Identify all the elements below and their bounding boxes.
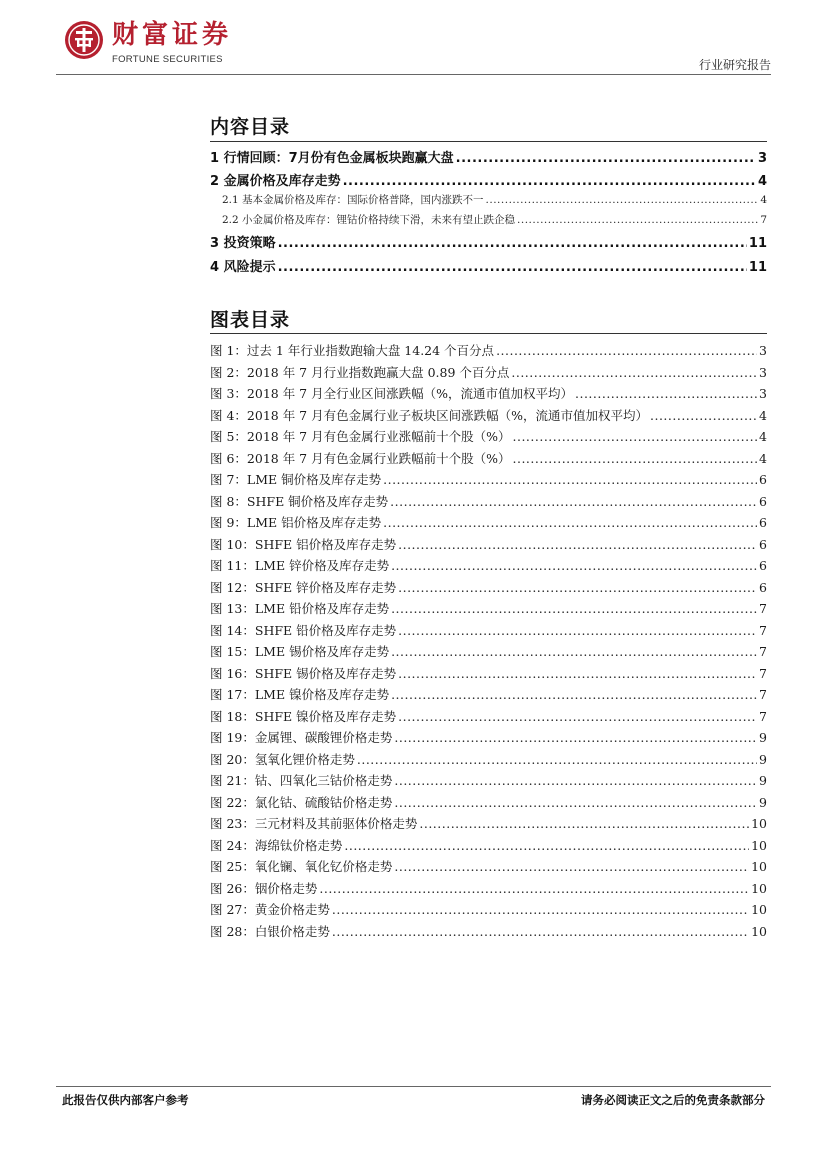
- figure-entry[interactable]: [210, 642, 767, 660]
- dot-leader: [394, 730, 757, 743]
- dot-leader: [486, 194, 759, 205]
- figure-entry-page: 6: [759, 579, 767, 595]
- figure-entry-text: 图 21：钴、四氧化三钴价格走势: [210, 773, 393, 788]
- figure-entry[interactable]: [210, 664, 767, 682]
- dot-leader: [391, 601, 757, 614]
- toc-entry-page: 4: [760, 194, 767, 206]
- figure-entry[interactable]: [210, 384, 767, 402]
- dot-leader: [398, 709, 757, 722]
- figure-entry-page: 7: [759, 644, 767, 659]
- figure-entry[interactable]: [210, 427, 767, 445]
- dot-leader: [391, 644, 757, 657]
- figure-entry[interactable]: [210, 728, 767, 746]
- figure-entry[interactable]: [210, 685, 767, 703]
- figure-entry[interactable]: [210, 363, 767, 381]
- figure-entry-page: 6: [759, 558, 767, 573]
- toc-entry-text: 4 风险提示: [210, 260, 276, 275]
- figure-entry[interactable]: [210, 900, 767, 918]
- figure-entry-page: 7: [759, 665, 767, 681]
- figure-entry[interactable]: [210, 793, 767, 811]
- toc-entry-text: 1 行情回顾：7月份有色金属板块跑赢大盘: [210, 151, 454, 166]
- toc-entry-page: 7: [760, 214, 767, 226]
- figure-entry[interactable]: [210, 513, 767, 531]
- figure-entry[interactable]: [210, 449, 767, 467]
- dot-leader: [344, 838, 749, 851]
- figure-entry-text: 图 12：SHFE 锌价格及库存走势: [210, 579, 397, 595]
- dot-leader: [398, 623, 757, 636]
- dot-leader: [398, 666, 757, 679]
- dot-leader: [419, 816, 749, 829]
- figure-entry[interactable]: [210, 341, 767, 359]
- figure-entry-text: 图 1：过去 1 年行业指数跑输大盘 14.24 个百分点: [210, 343, 495, 358]
- figure-entry-text: 图 28：白银价格走势: [210, 923, 330, 939]
- figure-entry[interactable]: [210, 556, 767, 574]
- toc-subentry[interactable]: [210, 192, 767, 207]
- figure-entry-page: 4: [759, 429, 767, 444]
- figure-entry-page: 4: [759, 407, 767, 423]
- report-type: 行业研究报告: [698, 58, 771, 72]
- figure-entry[interactable]: [210, 535, 767, 553]
- figure-entry-text: 图 23：三元材料及其前驱体价格走势: [210, 816, 418, 831]
- figure-entry[interactable]: [210, 578, 767, 596]
- figure-entry-page: 6: [759, 472, 767, 487]
- figure-entry-text: 图 6：2018 年 7 月有色金属行业跌幅前十个股（%）: [210, 450, 511, 466]
- toc-entry[interactable]: [210, 147, 767, 166]
- figure-entry-text: 图 2：2018 年 7 月行业指数跑赢大盘 0.89 个百分点: [210, 364, 510, 380]
- brand-logo-icon: [64, 20, 104, 60]
- figures-title: 图表目录: [210, 309, 291, 331]
- figure-entry-page: 10: [751, 902, 767, 917]
- dot-leader: [398, 580, 757, 593]
- figure-entry-page: 7: [759, 622, 767, 638]
- dot-leader: [357, 752, 757, 765]
- footer-divider: [56, 1086, 771, 1087]
- figure-entry[interactable]: [210, 836, 767, 854]
- toc-entry-text: 3 投资策略: [210, 236, 276, 251]
- figure-entry[interactable]: [210, 922, 767, 940]
- toc-entry[interactable]: [210, 232, 767, 251]
- figure-entry-text: 图 13：LME 铅价格及库存走势: [210, 601, 390, 616]
- figure-entry[interactable]: [210, 707, 767, 725]
- dot-leader: [383, 472, 757, 485]
- figure-entry-page: 6: [759, 536, 767, 552]
- figure-entry-page: 10: [751, 837, 767, 853]
- figure-entry-text: 图 27：黄金价格走势: [210, 902, 330, 917]
- figure-entry-text: 图 18：SHFE 镍价格及库存走势: [210, 708, 397, 724]
- figure-entry-page: 4: [759, 450, 767, 466]
- figure-entry-page: 3: [759, 386, 767, 401]
- figure-entry-text: 图 25：氧化镧、氧化钇价格走势: [210, 859, 393, 874]
- toc-subentry[interactable]: [210, 212, 767, 227]
- figure-entry-page: 3: [759, 364, 767, 380]
- dot-leader: [398, 537, 757, 550]
- figure-entry-text: 图 4：2018 年 7 月有色金属行业子板块区间涨跌幅（%，流通市值加权平均）: [210, 407, 648, 423]
- dot-leader: [513, 451, 758, 464]
- figure-entry-page: 10: [751, 816, 767, 831]
- footer-disclaimer-left: 此报告仅供内部客户参考: [62, 1093, 189, 1107]
- toc-entry-text: 2.1 基本金属价格及库存：国际价格普降，国内涨跌不一: [222, 194, 484, 206]
- figure-entry-text: 图 26：铟价格走势: [210, 880, 318, 896]
- dot-leader: [650, 408, 757, 421]
- figure-entry-page: 10: [751, 923, 767, 939]
- dot-leader: [332, 902, 749, 915]
- figures-divider: [210, 333, 767, 334]
- figure-entry[interactable]: [210, 492, 767, 510]
- toc-entry-page: 3: [757, 151, 767, 166]
- figure-entry-text: 图 11：LME 锌价格及库存走势: [210, 558, 390, 573]
- dot-leader: [278, 236, 747, 249]
- figure-entry-page: 9: [759, 773, 767, 788]
- figure-entry-text: 图 8：SHFE 铜价格及库存走势: [210, 493, 389, 509]
- dot-leader: [511, 365, 757, 378]
- toc-entry-text: 2.2 小金属价格及库存：锂钴价格持续下滑，未来有望止跌企稳: [222, 214, 516, 226]
- figure-entry-page: 6: [759, 493, 767, 509]
- dot-leader: [391, 558, 757, 571]
- toc-entry-page: 4: [757, 174, 767, 189]
- figure-entry-page: 3: [759, 343, 767, 358]
- dot-leader: [390, 494, 757, 507]
- dot-leader: [513, 429, 758, 442]
- toc-entry-text: 2 金属价格及库存走势: [210, 174, 341, 189]
- figure-entry[interactable]: [210, 470, 767, 488]
- figure-entry-text: 图 16：SHFE 锡价格及库存走势: [210, 665, 397, 681]
- figure-entry-text: 图 15：LME 锡价格及库存走势: [210, 644, 390, 659]
- dot-leader: [383, 515, 757, 528]
- footer-disclaimer-right: 请务必阅读正文之后的免责条款部分: [581, 1093, 765, 1107]
- toc-entry-page: 11: [748, 236, 767, 251]
- toc-entry[interactable]: [210, 256, 767, 275]
- figure-entry-text: 图 24：海绵钛价格走势: [210, 837, 343, 853]
- dot-leader: [391, 687, 757, 700]
- figure-entry[interactable]: [210, 857, 767, 875]
- dot-leader: [517, 214, 758, 225]
- dot-leader: [319, 881, 749, 894]
- figure-entry[interactable]: [210, 771, 767, 789]
- toc-entry-page: 11: [748, 260, 767, 275]
- dot-leader: [394, 795, 757, 808]
- figure-entry[interactable]: [210, 621, 767, 639]
- figure-entry-page: 9: [759, 751, 767, 767]
- figure-entry[interactable]: [210, 750, 767, 768]
- figure-entry-page: 7: [759, 601, 767, 616]
- figure-entry-text: 图 7：LME 铜价格及库存走势: [210, 472, 382, 487]
- figure-entry-page: 6: [759, 515, 767, 530]
- figure-entry[interactable]: [210, 406, 767, 424]
- figure-entry-page: 10: [751, 859, 767, 874]
- dot-leader: [575, 386, 757, 399]
- figure-entry-text: 图 3：2018 年 7 月全行业区间涨跌幅（%，流通市值加权平均）: [210, 386, 573, 401]
- figure-entry-text: 图 22：氯化钴、硫酸钴价格走势: [210, 794, 393, 810]
- figure-entry-page: 7: [759, 687, 767, 702]
- header-divider: [56, 74, 771, 75]
- toc-title: 内容目录: [210, 116, 291, 138]
- dot-leader: [394, 859, 749, 872]
- figure-entry-text: 图 20：氢氧化锂价格走势: [210, 751, 355, 767]
- figure-entry-page: 7: [759, 708, 767, 724]
- dot-leader: [394, 773, 757, 786]
- figure-entry[interactable]: [210, 599, 767, 617]
- dot-leader: [278, 260, 747, 273]
- figure-entry-page: 9: [759, 730, 767, 745]
- figure-entry-text: 图 14：SHFE 铅价格及库存走势: [210, 622, 397, 638]
- toc-entry[interactable]: [210, 170, 767, 189]
- figure-entry-text: 图 9：LME 铝价格及库存走势: [210, 515, 382, 530]
- figure-entry-page: 10: [751, 880, 767, 896]
- dot-leader: [456, 151, 756, 164]
- page-header: [0, 0, 827, 80]
- brand-name-cn: 财富证券: [112, 20, 233, 50]
- brand-name-en: FORTUNE SECURITIES: [112, 54, 223, 65]
- toc-divider: [210, 141, 767, 142]
- figure-entry-text: 图 17：LME 镍价格及库存走势: [210, 687, 390, 702]
- figure-entry-page: 9: [759, 794, 767, 810]
- dot-leader: [496, 343, 757, 356]
- figure-entry[interactable]: [210, 814, 767, 832]
- dot-leader: [332, 924, 749, 937]
- figure-entry-text: 图 19：金属锂、碳酸锂价格走势: [210, 730, 393, 745]
- figure-entry-text: 图 5：2018 年 7 月有色金属行业涨幅前十个股（%）: [210, 429, 511, 444]
- dot-leader: [343, 174, 756, 187]
- figure-entry-text: 图 10：SHFE 铝价格及库存走势: [210, 536, 397, 552]
- figure-entry[interactable]: [210, 879, 767, 897]
